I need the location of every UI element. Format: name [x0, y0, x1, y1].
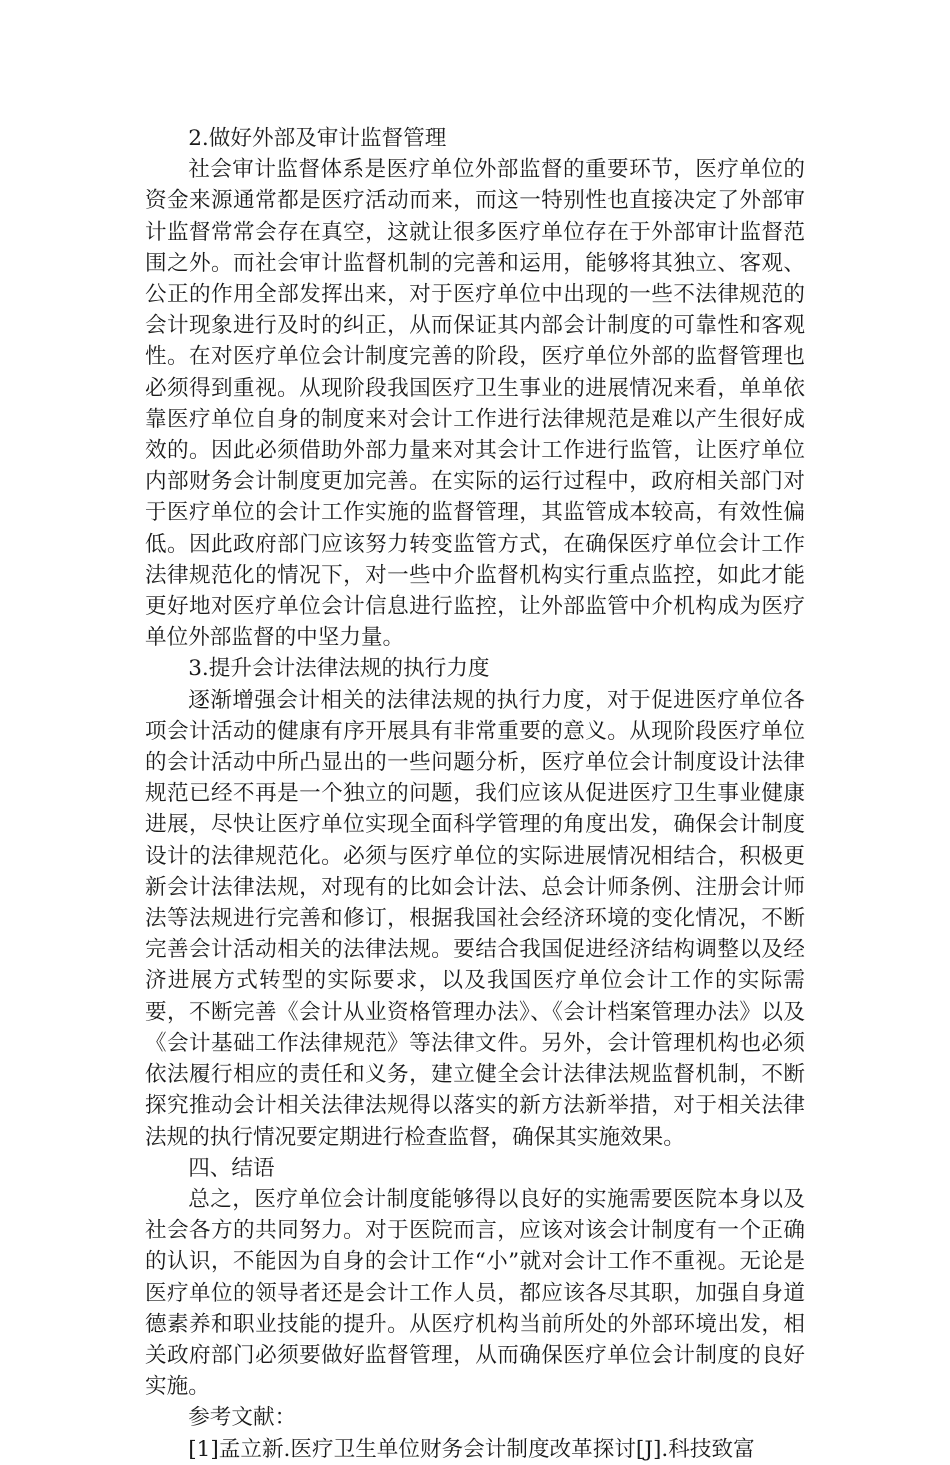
section-paragraph-3: 逐渐增强会计相关的法律法规的执行力度，对于促进医疗单位各项会计活动的健康有序开展具有非常重要的意义。从现阶段医疗单位的会计活动中所凸显出的一些问题分析，医疗单位会计制度设计法律规范已经不再是一个独立的问题，我们应该从促进医疗卫生事业健康进展，尽快让医疗单位实现全面科学管理的角度出发，确保会计制度设计的法律规范化。必须与医疗单位的实际进展情况相结合，积极更新会计法律法规，对现有的比如会计法、总会计师条例、注册会计师法等法规进行完善和修订，根据我国社会经济环境的变化情况，不断完善会计活动相关的法律法规。要结合我国促进经济结构调整以及经济进展方式转型的实际要求，以及我国医疗单位会计工作的实际需要，不断完善《会计从业资格管理办法》、《会计档案管理办法》以及《会计基础工作法律规范》等法律文件。另外，会计管理机构也必须依法履行相应的责任和义务，建立健全会计法律法规监督机制，不断探究推动会计相关法律法规得以落实的新方法新举措，对于相关法律法规的执行情况要定期进行检查监督，确保其实施效果。: [145, 687, 805, 1150]
conclusion-heading: 四、结语: [188, 1155, 275, 1181]
section-paragraph-2: 社会审计监督体系是医疗单位外部监督的重要环节，医疗单位的资金来源通常都是医疗活动而来，而这一特别性也直接决定了外部审计监督常常会存在真空，这就让很多医疗单位存在于外部审计监督范围之外。而社会审计监督机制的完善和运用，能够将其独立、客观、公正的作用全部发挥出来，对于医疗单位中出现的一些不法律规范的会计现象进行及时的纠正，从而保证其内部会计制度的可靠性和客观性。在对医疗单位会计制度完善的阶段，医疗单位外部的监督管理也必须得到重视。从现阶段我国医疗卫生事业的进展情况来看，单单依靠医疗单位自身的制度来对会计工作进行法律规范是难以产生很好成效的。因此必须借助外部力量来对其会计工作进行监管，让医疗单位内部财务会计制度更加完善。在实际的运行过程中，政府相关部门对于医疗单位的会计工作实施的监督管理，其监管成本较高，有效性偏低。因此政府部门应该努力转变监管方式，在确保医疗单位会计工作法律规范化的情况下，对一些中介监督机构实行重点监控，如此才能更好地对医疗单位会计信息进行监控，让外部监管中介机构成为医疗单位外部监督的中坚力量。: [145, 157, 805, 651]
references-heading: 参考文献：: [188, 1405, 297, 1431]
section-heading-3: 3.提升会计法律法规的执行力度: [188, 656, 490, 682]
document-page: [145, 123, 805, 1465]
reference-item: [1]孟立新.医疗卫生单位财务会计制度改革探讨[J].科技致富: [188, 1436, 755, 1462]
section-heading-2: 2.做好外部及审计监督管理: [188, 126, 447, 151]
conclusion-paragraph: 总之，医疗单位会计制度能够得以良好的实施需要医院本身以及社会各方的共同努力。对于医院而言，应该对该会计制度有一个正确的认识，不能因为自身的会计工作“小”就对会计工作不重视。无论是医疗单位的领导者还是会计工作人员，都应该各尽其职，加强自身道德素养和职业技能的提升。从医疗机构当前所处的外部环境出发，相关政府部门必须要做好监督管理，从而确保医疗单位会计制度的良好实施。: [145, 1186, 805, 1400]
